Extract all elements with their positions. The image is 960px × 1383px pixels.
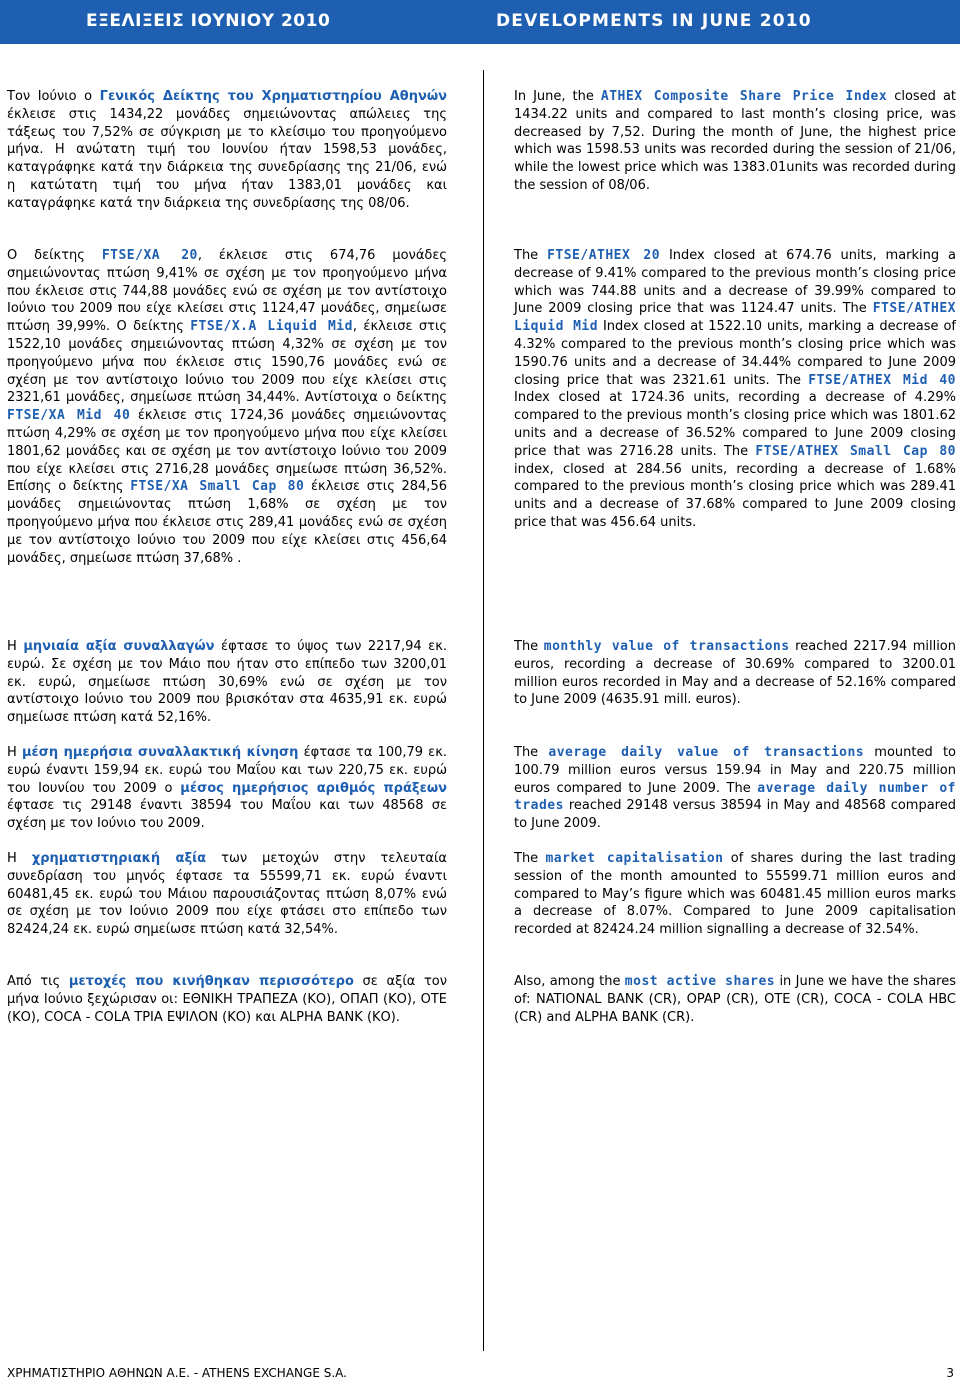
highlight-active-shares: μετοχές που κινήθηκαν περισσότερο bbox=[68, 974, 354, 989]
text: Index closed at 1522.10 units, marking a decrease of 4.32% compared to the previous month’s closing price which was 1590.76 units and a decrease of 34.44% compared to June 2009 closing price that was 2321.61 units. The bbox=[514, 319, 956, 388]
highlight-daily-trades: μέσος ημερήσιος αριθμός πράξεων bbox=[180, 780, 447, 796]
highlight-ftse-xa-20: FTSE/XA 20 bbox=[101, 248, 198, 263]
highlight-daily-trades: average daily number of trades bbox=[514, 780, 956, 814]
greek-paragraph-active-shares bbox=[7, 973, 447, 1026]
text: closed at 1434.22 units and compared to last month’s closing price, was decreased by 7,52. During the month of June, the highest price which was 1598.53 units was recorded during the session of 21/06, while the lowest price which was 1383.01units was recorded during the session of 08/06. bbox=[514, 89, 957, 193]
text: in June we have the shares of: NATIONAL BANK (CR), OPAP (CR), OTE (CR), COCA - COLA HBC (CR) and ALPHA BANK (CR). bbox=[514, 974, 956, 1025]
highlight-ftse-liquid-mid: FTSE/X.A Liquid Mid bbox=[190, 319, 353, 335]
greek-paragraph-market-cap bbox=[7, 850, 447, 939]
text: έκλεισε στις 1434,22 μονάδες σημειώνοντας απώλειες της τάξεως του 7,52% σε σύγκριση με το κλείσιμο του προηγούμενο μήνα. Η ανώτατη τιμή του Ιουνίου ήταν 1598,53 μονάδες, καταγράφηκε κατά την διάρκεια της συνεδρίασης της 21/06, ενώ η κατώτατη τιμή του μήνα ήταν 1383,01 μονάδες και καταγράφηκε κατά την διάρκεια της συνεδρίασης της 08/06. bbox=[7, 106, 447, 211]
text: Από τις bbox=[7, 974, 69, 989]
highlight-ftse-liquid-mid: FTSE/ATHEX Liquid Mid bbox=[514, 301, 956, 335]
header-title-greek: ΕΞΕΛΙΞΕΙΣ ΙΟΥΝΙΟΥ 2010 bbox=[86, 11, 331, 31]
text: , έκλεισε στις 1522,10 μονάδες σημειώνοντας πτώση 4,32% σε σχέση με τον προηγούμενο μήνα που έκλεισε στις 1590,76 μονάδες ενώ σε σχέση με τον αντίστοιχο Ιούνιο του 2009 που είχε κλείσει στις 2321,61 μονάδες, σημείωσε πτώση 34,44%. Αντίστοιχα ο δείκτης bbox=[7, 319, 447, 406]
text: In June, the bbox=[514, 89, 601, 104]
greek-paragraph-daily-activity bbox=[7, 744, 447, 833]
text: index, closed at 284.56 units, recording a decrease of 1.68% compared to the previous month’s closing price which was 289.41 units and a decrease of 37.68% compared to June 2009 closing price that was 456.64 units. bbox=[514, 461, 956, 530]
highlight-ftse-small-cap-80: FTSE/XA Small Cap 80 bbox=[130, 479, 305, 495]
text: reached 29148 versus 38594 in May and 48568 compared to June 2009. bbox=[514, 798, 956, 832]
text: έφτασε το ύψος των 2217,94 εκ. ευρώ. Σε σχέση με τον Μάιο που ήταν στο επίπεδο των 3200,01 εκ. ευρώ, σημείωσε πτώση 30,69% ενώ σε σχέση με τον αντίστοιχο Ιούνιο του 2009 που βρισκόταν στα 4635,91 εκ. ευρώ σημείωσε πτώση κατά 52,16%. bbox=[7, 639, 447, 726]
text: Index closed at 1724.36 units, recording a decrease of 4.29% compared to the previous month’s closing price which was 1801.62 units and a decrease of 36.52% compared to June 2009 closing price that was 2716.28 units. The bbox=[514, 390, 956, 459]
highlight-market-cap: χρηματιστηριακή αξία bbox=[31, 851, 207, 866]
text: Index closed at 674.76 units, marking a decrease of 9.41% compared to the previous month’s closing price which was 744.88 units and a decrease of 39.99% compared to June 2009 closing price that was 1124.47 units. The bbox=[514, 248, 956, 317]
text: έφτασε τις 29148 έναντι 38594 του Μαΐου και των 48568 σε σχέση με τον Ιούνιο του 2009. bbox=[7, 798, 447, 832]
highlight-monthly-value: μηνιαία αξία συναλλαγών bbox=[23, 639, 215, 654]
footer-page-number: 3 bbox=[946, 1366, 954, 1380]
highlight-general-index: Γενικός Δείκτης του Χρηματιστηρίου Αθηνών bbox=[99, 89, 448, 104]
text: The bbox=[514, 745, 549, 760]
text: mounted to 100.79 million euros versus 159.94 in May and 220.75 million euros compared to June 2009. The bbox=[514, 745, 957, 796]
highlight-daily-value: average daily value of transactions bbox=[548, 745, 865, 760]
text: σε αξία τον μήνα Ιούνιο ξεχώρισαν οι: ΕΘΝΙΚΗ ΤΡΑΠΕΖΑ (ΚΟ), ΟΠΑΠ (ΚΟ), ΟΤΕ (ΚΟ), COCA - COLA ΤΡΙΑ ΕΨΙΛΟΝ (ΚΟ) και ALPHA BANK (ΚΟ). bbox=[7, 974, 447, 1025]
header-title-english: DEVELOPMENTS IN JUNE 2010 bbox=[496, 11, 812, 31]
text: Also, among the bbox=[514, 974, 625, 989]
highlight-ftse-small-cap-80: FTSE/ATHEX Small Cap 80 bbox=[755, 443, 957, 459]
text: Η bbox=[7, 745, 22, 760]
text: Ο δείκτης bbox=[7, 248, 102, 263]
greek-paragraph-monthly-value bbox=[7, 638, 447, 727]
page-header bbox=[0, 0, 960, 44]
text: reached 2217.94 million euros, recording a decrease of 30.69% compared to 3200.01 million euros recorded in May and a decrease of 52.16% compared to June 2009 (4635.91 mill. euros). bbox=[514, 639, 957, 708]
text: of shares during the last trading session of the month amounted to 55599.71 million euros and compared to May’s figure which was 60481.45 million euros marks a decrease of 8.07%. Compared to June 2009 capitalisation recorded at 82424.24 million signalling a decrease of 32.54%. bbox=[514, 851, 956, 938]
english-paragraph-active-shares bbox=[514, 973, 956, 1026]
text: Τον Ιούνιο ο bbox=[7, 89, 100, 104]
highlight-ftse-mid-40: FTSE/ATHEX Mid 40 bbox=[808, 372, 956, 388]
text: Η bbox=[7, 851, 32, 866]
english-paragraph-general-index bbox=[514, 88, 956, 195]
text: The bbox=[514, 639, 544, 654]
english-paragraph-market-cap bbox=[514, 850, 956, 939]
text: έφτασε τα 100,79 εκ. ευρώ έναντι 159,94 εκ. ευρώ του Μαΐου και των 220,75 εκ. ευρώ του Ιουνίου του 2009 ο bbox=[7, 745, 447, 796]
highlight-ftse-mid-40: FTSE/XA Mid 40 bbox=[7, 408, 131, 424]
column-divider bbox=[483, 70, 484, 1351]
highlight-monthly-value: monthly value of transactions bbox=[543, 639, 790, 654]
highlight-active-shares: most active shares bbox=[624, 974, 776, 989]
highlight-daily-activity: μέση ημερήσια συναλλακτική κίνηση bbox=[21, 745, 299, 760]
text: των μετοχών στην τελευταία συνεδρίαση του μηνός έφτασε τα 55599,71 εκ. ευρώ έναντι 60481,45 εκ. ευρώ του Μάιου παρουσιάζοντας πτώση 8,07% ενώ σε σχέση με τον Ιούνιο 2009 που είχε φτάσει στο επίπεδο των 82424,24 εκ. ευρώ σημείωσε πτώση κατά 32,54%. bbox=[7, 851, 447, 938]
english-paragraph-monthly-value bbox=[514, 638, 956, 709]
highlight-ftse-athex-20: FTSE/ATHEX 20 bbox=[547, 248, 661, 263]
text: , έκλεισε στις 674,76 μονάδες σημειώνοντας πτώση 9,41% σε σχέση με τον προηγούμενο μήνα που έκλεισε στις 744,88 μονάδες ενώ σε σχέση με τον αντίστοιχο Ιούνιο του 2009 που είχε κλείσει στις 1124,47 μονάδες, σημείωσε πτώση 39,99%. Ο δείκτης bbox=[7, 248, 448, 335]
highlight-general-index: ATHEX Composite Share Price Index bbox=[600, 89, 888, 104]
greek-paragraph-ftse-indices bbox=[7, 247, 447, 567]
english-paragraph-ftse-indices bbox=[514, 247, 956, 532]
text: έκλεισε στις 284,56 μονάδες σημειώνοντας πτώση 1,68% σε σχέση με τον προηγούμενο μήνα που έκλεισε στις 289,41 μονάδες ενώ σε σχέση με τον αντίστοιχο Ιούνιο του 2009 που είχε κλείσει στις 456,64 μονάδες, σημείωσε πτώση 37,68% . bbox=[7, 479, 447, 566]
text: έκλεισε στις 1724,36 μονάδες σημειώνοντας πτώση 4,29% σε σχέση με τον προηγούμενο μήνα που είχε κλείσει 1801,62 μονάδες και σε σχέση με τον αντίστοιχο Ιούνιο του 2009 που είχε κλείσει στις 2716,28 μονάδες σημείωσε πτώση 36,52%. Επίσης ο δείκτης bbox=[7, 408, 447, 495]
greek-paragraph-general-index bbox=[7, 88, 447, 213]
highlight-market-cap: market capitalisation bbox=[545, 851, 724, 866]
footer-company-name: ΧΡΗΜΑΤΙΣΤΗΡΙΟ ΑΘΗΝΩΝ Α.Ε. - ATHENS EXCHANGE S.A. bbox=[7, 1366, 347, 1380]
english-paragraph-daily-activity bbox=[514, 744, 956, 833]
text: The bbox=[514, 851, 546, 866]
text: Η bbox=[7, 639, 24, 654]
text: The bbox=[514, 248, 548, 263]
